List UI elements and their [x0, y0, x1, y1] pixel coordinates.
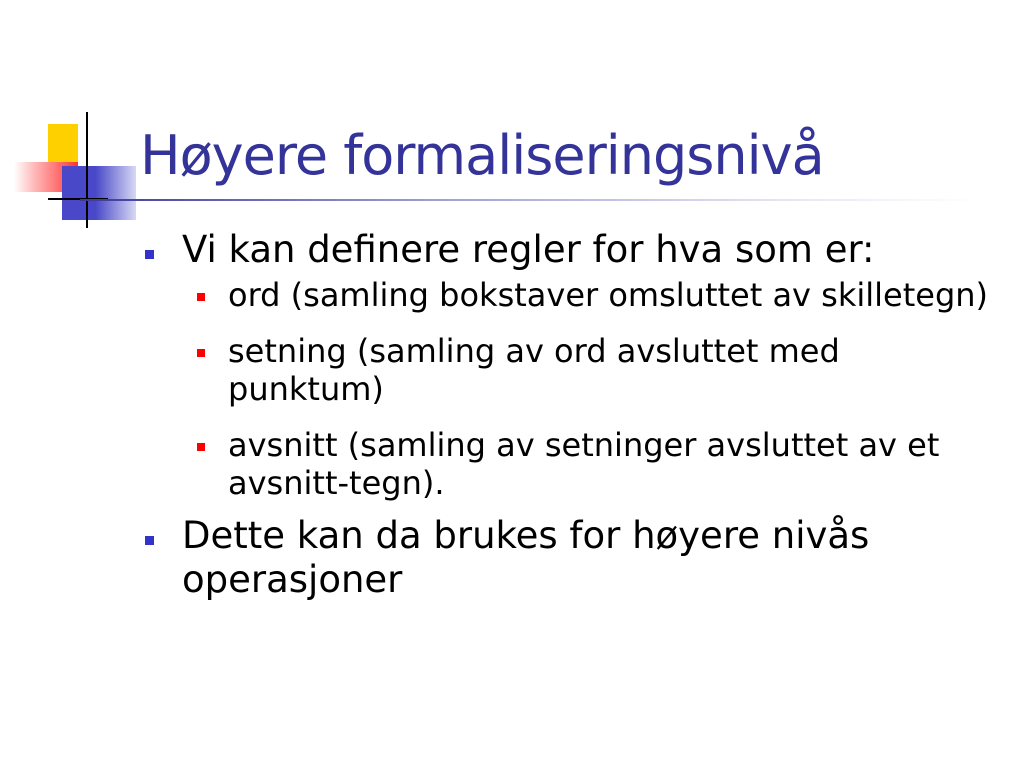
square-bullet-icon: [145, 536, 154, 545]
sub-bullet-list: [182, 276, 990, 502]
logo-yellow-square: [48, 124, 78, 164]
slide-title: Høyere formaliseringsnivå: [140, 124, 824, 187]
sub-bullet-item: [182, 426, 990, 502]
sub-bullet-item: [182, 332, 990, 408]
logo-vertical-line: [86, 112, 88, 228]
bullet-text: Dette kan da brukes for høyere nivås operasjoner: [182, 514, 870, 601]
bullet-text: Vi kan definere regler for hva som er:: [182, 228, 875, 271]
sub-bullet-item: [182, 276, 990, 314]
sub-bullet-text: avsnitt (samling av setninger avsluttet av et avsnitt-tegn).: [228, 426, 940, 502]
square-bullet-icon: [197, 443, 205, 451]
bullet-item: [140, 514, 990, 602]
logo-blue-square: [62, 166, 136, 220]
square-bullet-icon: [145, 250, 154, 259]
decorative-logo: [0, 0, 150, 240]
square-bullet-icon: [197, 293, 205, 301]
sub-bullet-text: setning (samling av ord avsluttet med punktum): [228, 332, 840, 408]
square-bullet-icon: [197, 349, 205, 357]
bullet-list: [140, 228, 990, 602]
sub-bullet-text: ord (samling bokstaver omsluttet av skilletegn): [228, 276, 989, 314]
title-underline: [80, 199, 980, 201]
slide-content: [140, 228, 990, 614]
bullet-item: [140, 228, 990, 502]
